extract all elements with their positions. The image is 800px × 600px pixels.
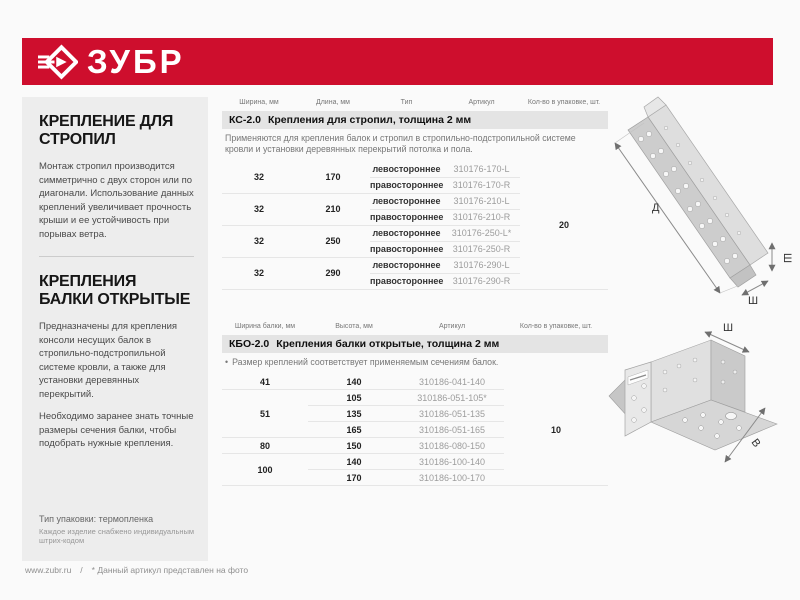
sidebar-text-beam-2: Необходимо заранее знать точные размеры сечения балки, чтобы подобрать нужные крепления.	[39, 411, 194, 450]
cell-width: 51	[222, 390, 308, 438]
section-title-bar	[222, 335, 608, 353]
cell-sku: 310186-041-140	[400, 374, 504, 390]
sidebar-title-rafter: КРЕПЛЕНИЕ ДЛЯ СТРОПИЛ	[39, 113, 174, 149]
cell-sku: 310186-051-135	[400, 406, 504, 422]
dimension-label-width-side: Ш	[781, 253, 793, 264]
section-code: КС-2.0	[229, 114, 261, 126]
cell-sku: 310176-290-L	[443, 257, 520, 273]
column-header: Ширина балки, мм	[234, 322, 296, 330]
section-description	[222, 353, 608, 374]
cell-type: правостороннее	[370, 273, 443, 289]
spec-tables	[222, 97, 608, 486]
footer-separator: /	[80, 565, 83, 575]
cell-length: 290	[296, 257, 370, 289]
cell-height: 135	[308, 406, 400, 422]
cell-qty: 10	[504, 374, 608, 486]
brand-logo	[38, 44, 185, 80]
column-header: Длина, мм	[315, 99, 350, 106]
cell-type: левостороннее	[370, 193, 443, 209]
cell-width: 32	[222, 257, 296, 289]
cell-width: 32	[222, 162, 296, 194]
cell-width: 32	[222, 193, 296, 225]
section-description	[222, 129, 608, 162]
cell-sku: 310186-100-140	[400, 454, 504, 470]
column-header: Ширина, мм	[239, 99, 279, 106]
cell-sku: 310176-250-L*	[443, 225, 520, 241]
cell-length: 170	[296, 162, 370, 194]
cell-sku: 310186-100-170	[400, 470, 504, 486]
cell-width: 41	[222, 374, 308, 390]
beam-fasteners-table	[222, 321, 608, 486]
cell-sku: 310186-051-105*	[400, 390, 504, 406]
header-bar	[22, 38, 773, 85]
bullet-icon: •	[225, 356, 229, 367]
product-image-rafter-strap	[600, 95, 796, 305]
cell-sku: 310176-210-R	[443, 209, 520, 225]
cell-type: правостороннее	[370, 177, 443, 193]
packaging-info	[39, 514, 196, 545]
table-row	[222, 162, 608, 178]
cell-sku: 310176-170-L	[443, 162, 520, 178]
cell-sku: 310176-250-R	[443, 241, 520, 257]
section-description-text: Применяются для крепления балок и стропил в стропильно-подстропильной системе кровли и установки деревянных перекрытий потолка и пола.	[225, 133, 576, 155]
product-image-beam-bracket	[605, 320, 795, 488]
cell-type: правостороннее	[370, 209, 443, 225]
section-title: Крепления балки открытые, толщина 2 мм	[276, 337, 500, 350]
footer	[25, 565, 248, 575]
column-header: Кол-во в упаковке, шт.	[527, 99, 601, 106]
sidebar-text-rafter: Монтаж стропил производится симметрично с двух сторон или по диагонали. Использование данных креплений увеличивает прочность крыши и ее устойчивость при порывах ветра.	[39, 161, 194, 240]
dimension-label-width-bottom: Ш	[748, 295, 759, 305]
cell-type: левостороннее	[370, 257, 443, 273]
section-title-bar	[222, 111, 608, 129]
cell-width: 32	[222, 225, 296, 257]
cell-height: 150	[308, 438, 400, 454]
sidebar-title-beam: КРЕПЛЕНИЯ БАЛКИ ОТКРЫТЫЕ	[39, 273, 191, 309]
packaging-type-label: Тип упаковки: термопленка	[39, 514, 154, 524]
section-title: Крепления для стропил, толщина 2 мм	[267, 114, 472, 126]
cell-sku: 310186-051-165	[400, 422, 504, 438]
dimension-label-height: В	[748, 436, 763, 450]
cell-height: 165	[308, 422, 400, 438]
column-header: Кол-во в упаковке, шт.	[519, 322, 593, 330]
cell-type: правостороннее	[370, 241, 443, 257]
rafter-fasteners-table	[222, 97, 608, 290]
cell-height: 140	[308, 454, 400, 470]
cell-qty: 20	[520, 162, 608, 290]
column-header: Тип	[400, 99, 413, 106]
cell-sku: 310176-210-L	[443, 193, 520, 209]
cell-width: 80	[222, 438, 308, 454]
dimension-label-length: Д	[652, 202, 660, 214]
column-header: Артикул	[468, 99, 495, 106]
cell-width: 100	[222, 454, 308, 486]
cell-sku: 310176-170-R	[443, 177, 520, 193]
zubr-arrow-icon	[38, 44, 78, 80]
brand-logo-text: ЗУБР	[87, 42, 185, 81]
site-link[interactable]: www.zubr.ru	[25, 565, 72, 575]
sidebar-divider	[39, 256, 194, 257]
column-header: Артикул	[438, 322, 466, 330]
cell-type: левостороннее	[370, 162, 443, 178]
column-header: Высота, мм	[335, 322, 373, 330]
cell-length: 250	[296, 225, 370, 257]
packaging-barcode-note: Каждое изделие снабжено индивидуальным штрих-кодом	[39, 527, 195, 545]
cell-length: 210	[296, 193, 370, 225]
dimension-label-width: Ш	[723, 322, 734, 334]
cell-height: 105	[308, 390, 400, 406]
cell-height: 170	[308, 470, 400, 486]
footer-note: * Данный артикул представлен на фото	[91, 565, 249, 575]
table-row	[222, 374, 608, 390]
cell-sku: 310176-290-R	[443, 273, 520, 289]
sidebar-text-beam-1: Предназначены для крепления консоли несущих балок в стропильно-подстропильной системе кровли, а также для установки деревянных перекрытий.	[39, 321, 178, 400]
sidebar	[22, 97, 208, 561]
cell-sku: 310186-080-150	[400, 438, 504, 454]
section-code: КБО-2.0	[229, 337, 270, 350]
section-description-text: Размер креплений соответствует применяемым сечениям балок.	[232, 356, 499, 367]
cell-height: 140	[308, 374, 400, 390]
cell-type: левостороннее	[370, 225, 443, 241]
